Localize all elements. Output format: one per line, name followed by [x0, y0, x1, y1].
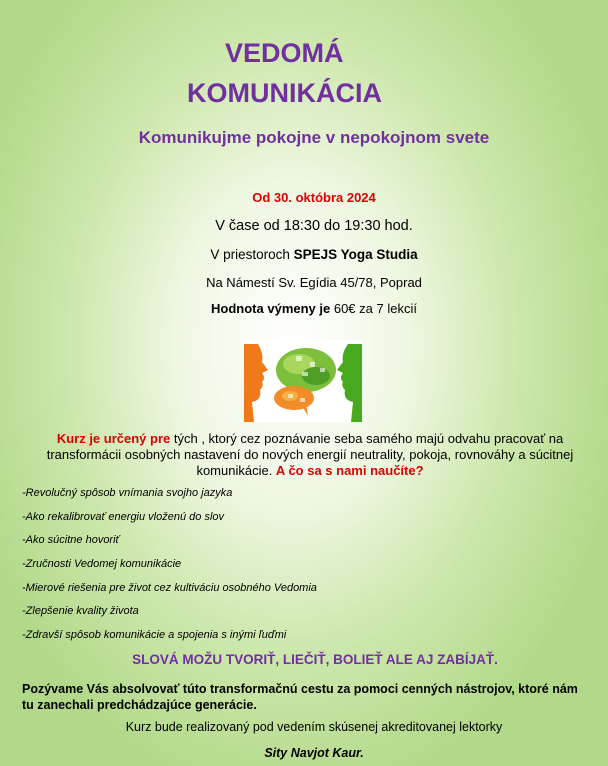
venue-name: SPEJS Yoga Studia	[293, 247, 418, 262]
intro-question: A čo sa s nami naučíte?	[275, 463, 424, 478]
list-item: -Mierové riešenia pre život cez kultiváciu osobného Vedomia	[22, 582, 317, 594]
venue-prefix: V priestoroch	[210, 247, 294, 262]
title-line-2: KOMUNIKÁCIA	[187, 78, 382, 108]
course-description	[30, 431, 590, 479]
title-line-1: VEDOMÁ	[225, 38, 344, 68]
lecturer-intro: Kurz bude realizovaný pod vedením skúsenej akreditovanej lektorky	[125, 720, 503, 734]
address: Na Námestí Sv. Egídia 45/78, Poprad	[206, 275, 422, 290]
class-time: V čase od 18:30 do 19:30 hod.	[215, 218, 413, 234]
list-item: -Ako rekalibrovať energiu vloženú do slov	[22, 511, 225, 523]
slogan: SLOVÁ MOŽU TVORIŤ, LIEČIŤ, BOLIEŤ ALE AJ ZABÍJAŤ.	[132, 652, 498, 667]
list-item: -Zručnosti Vedomej komunikácie	[22, 558, 182, 570]
list-item: -Zlepšenie kvality života	[22, 605, 139, 617]
intro-lead: Kurz je určený pre	[56, 431, 171, 446]
invitation: Pozývame Vás absolvovať túto transformačnú cestu za pomoci cenných nástrojov, ktoré nám tu zanechali predchádzajúce generácie.	[22, 682, 578, 712]
subtitle: Komunikujme pokojne v nepokojnom svete	[138, 128, 490, 147]
venue	[0, 247, 608, 262]
two-faces-speech-bubble-icon	[244, 340, 362, 422]
price-label: Hodnota výmeny je	[211, 301, 331, 316]
lecturer-name: Sity Navjot Kaur.	[264, 746, 364, 760]
list-item: -Zdravší spôsob komunikácie a spojenia s inými ľuďmi	[22, 629, 287, 641]
price	[0, 301, 608, 316]
start-date: Od 30. októbra 2024	[252, 190, 376, 205]
list-item: -Revolučný spôsob vnímania svojho jazyka	[22, 487, 233, 499]
price-value: 60€ za 7 lekcií	[330, 301, 417, 316]
intro-body: tých , ktorý cez poznávanie seba samého majú odvahu pracovať na transformácii osobných nastavení do nových energií neutrality, pokoja, rovnováhy a súcitnej komunikácie.	[46, 431, 574, 478]
list-item: -Ako súcitne hovoriť	[22, 534, 120, 546]
